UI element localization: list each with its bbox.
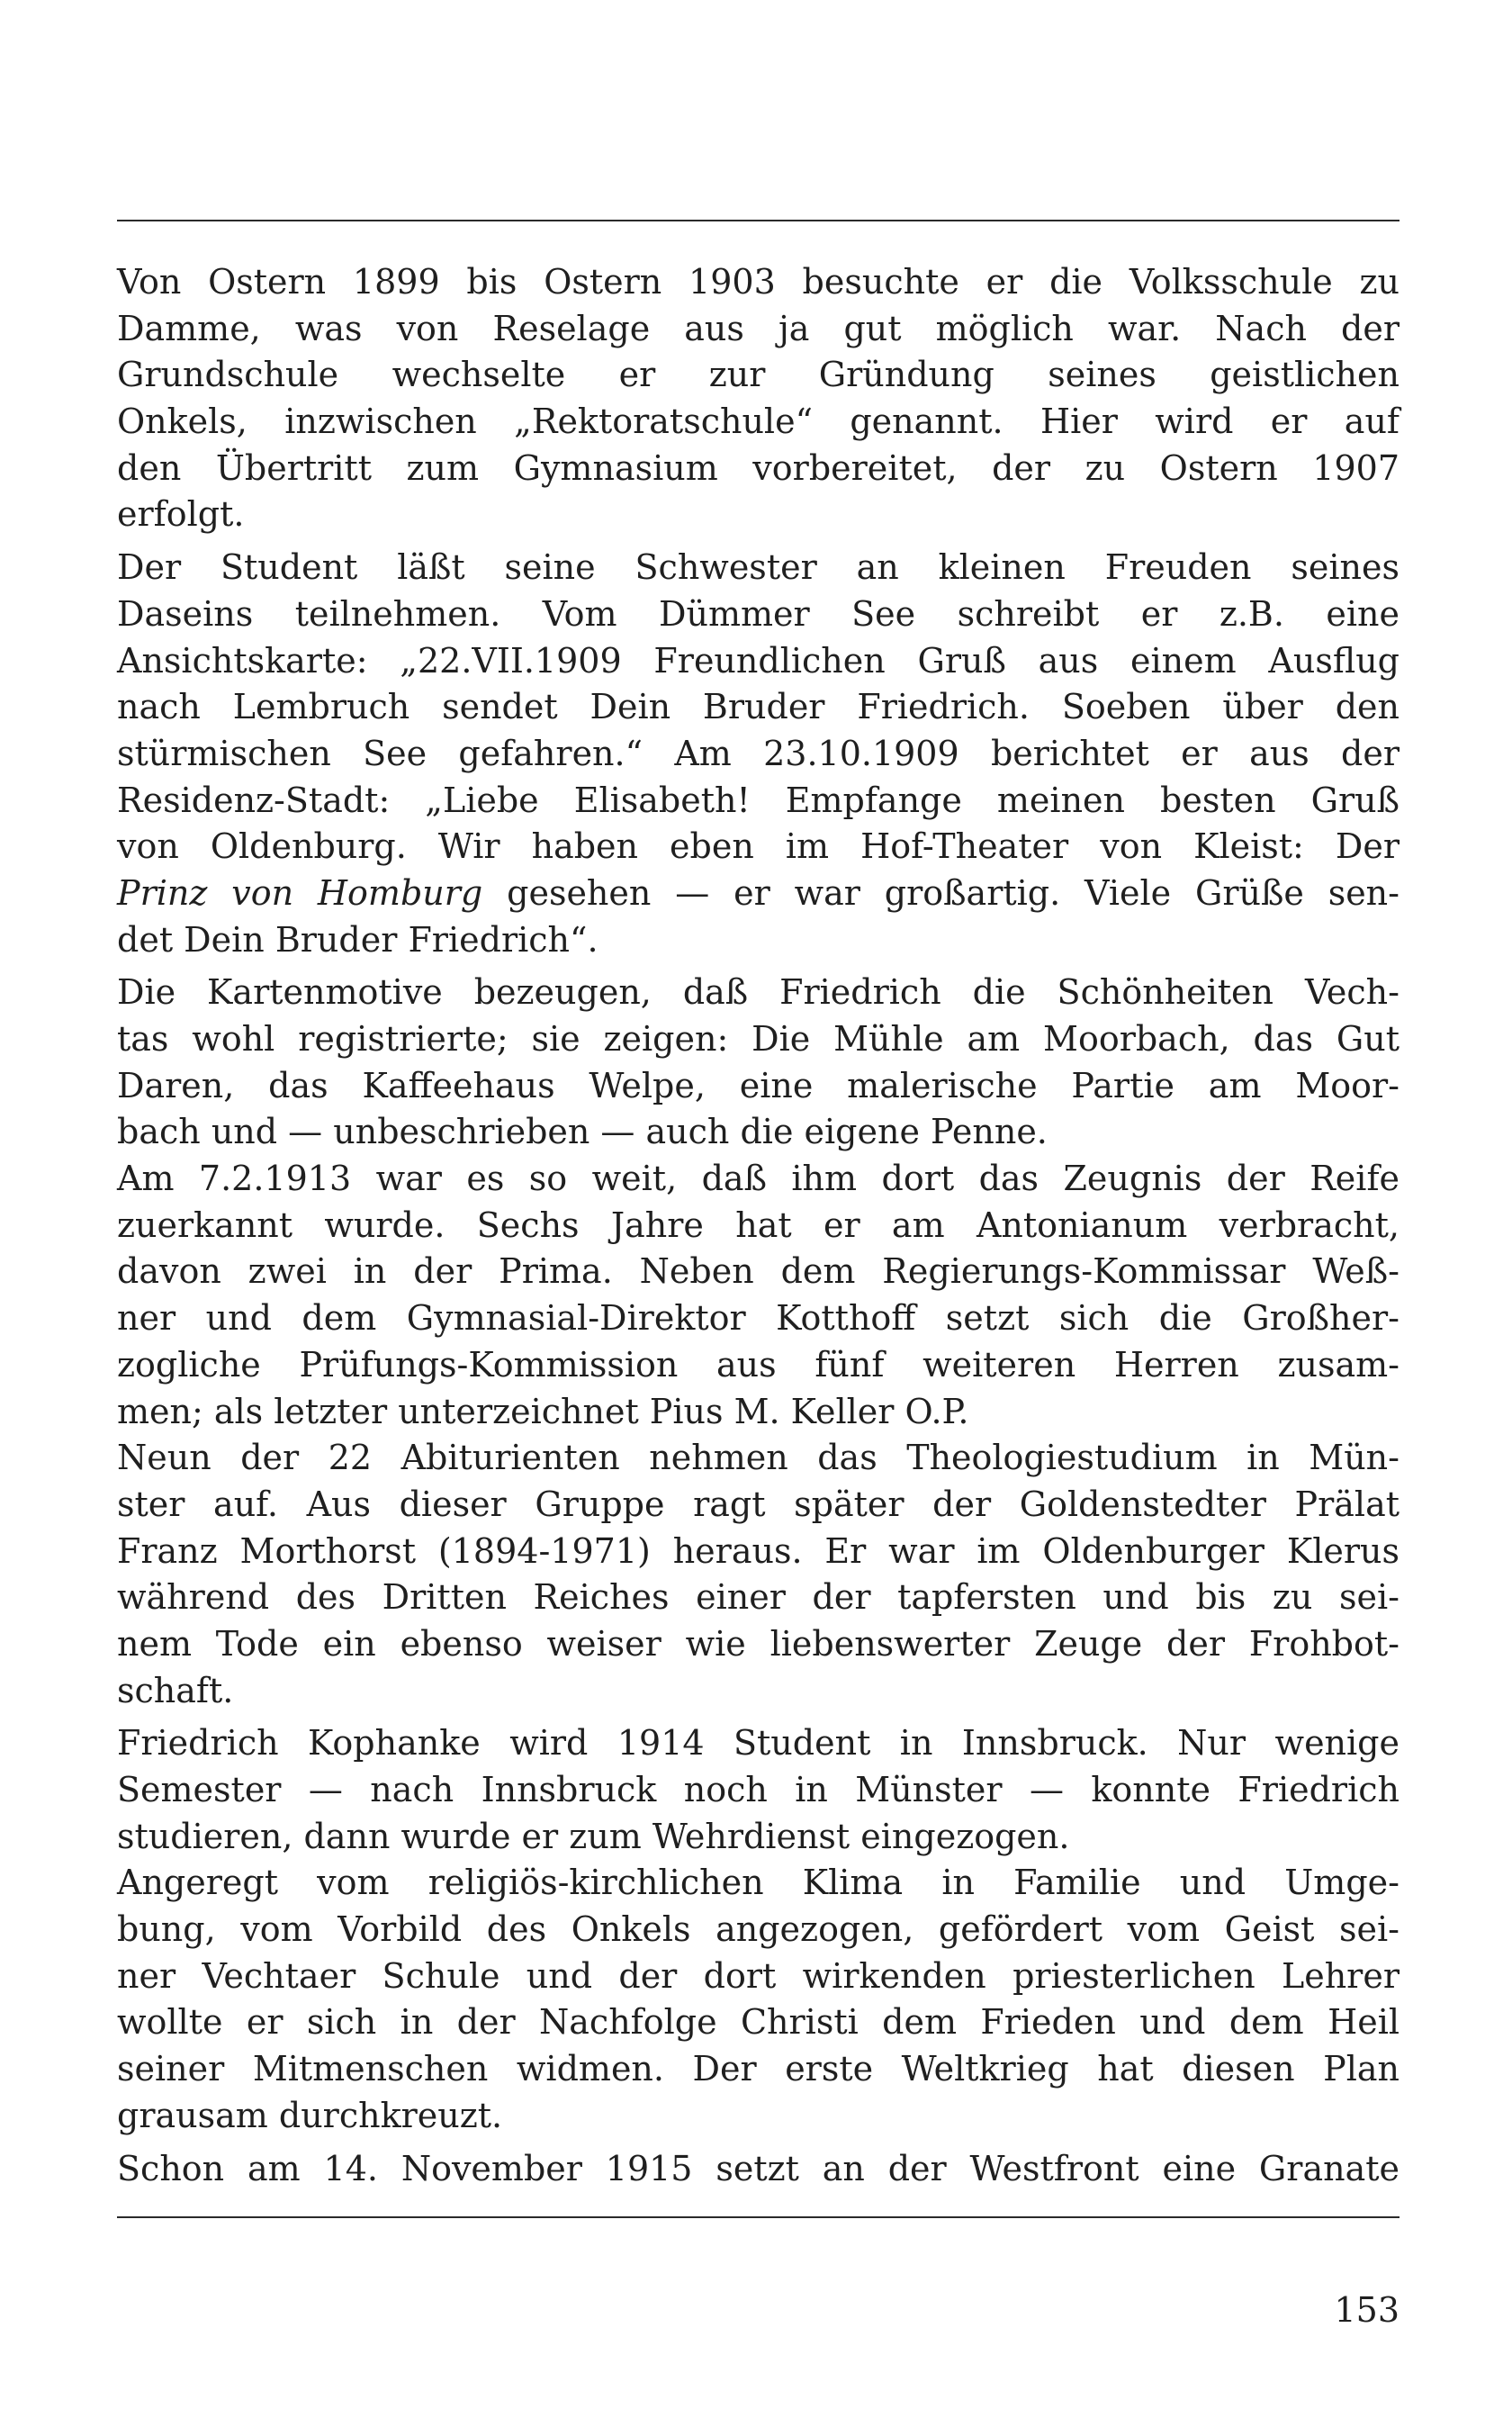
text-line: grausam durchkreuzt. xyxy=(117,2095,503,2135)
text-line: ner Vechtaer Schule und der dort wirkenden priesterlichen Lehrer xyxy=(117,1955,1400,1996)
paragraph-gap xyxy=(117,538,1400,545)
text-line: Residenz-Stadt: „Liebe Elisabeth! Empfange meinen besten Gruß xyxy=(117,780,1400,820)
text-line: zuerkannt wurde. Sechs Jahre hat er am Antonianum verbracht, xyxy=(117,1204,1400,1245)
text-line: Von Ostern 1899 bis Ostern 1903 besuchte er die Volksschule zu xyxy=(117,262,1400,302)
text-line: Neun der 22 Abiturienten nehmen das Theologiestudium in Mün- xyxy=(117,1438,1400,1478)
text-line: Damme, was von Reselage aus ja gut möglich war. Nach der xyxy=(117,308,1400,348)
paragraph-gap xyxy=(117,2140,1400,2146)
text-line: bach und — unbeschrieben — auch die eigene Penne. xyxy=(117,1112,1048,1152)
text-line: stürmischen See gefahren.“ Am 23.10.1909 berichtet er aus der xyxy=(117,733,1400,773)
text-line: ner und dem Gymnasial-Direktor Kotthoff setzt sich die Großher- xyxy=(117,1298,1400,1339)
text-line: ster auf. Aus dieser Gruppe ragt später der Goldenstedter Prälat xyxy=(117,1484,1400,1524)
text-line: während des Dritten Reiches einer der tapfersten und bis zu sei- xyxy=(117,1577,1400,1618)
text-line: Friedrich Kophanke wird 1914 Student in Innsbruck. Nur wenige xyxy=(117,1723,1400,1764)
top-rule xyxy=(117,220,1400,221)
body-text xyxy=(117,259,1400,2192)
paragraph xyxy=(117,259,1400,538)
text-line: davon zwei in der Prima. Neben dem Regierungs-Kommissar Weß- xyxy=(117,1251,1400,1292)
text-line: schaft. xyxy=(117,1670,234,1710)
text-line: seiner Mitmenschen widmen. Der erste Weltkrieg hat diesen Plan xyxy=(117,2049,1400,2089)
paragraph-gap xyxy=(117,1714,1400,1720)
text-line: von Oldenburg. Wir haben eben im Hof-Theater von Kleist: Der xyxy=(117,826,1400,867)
text-line: Der Student läßt seine Schwester an kleinen Freuden seines xyxy=(117,547,1400,588)
text-line: nach Lembruch sendet Dein Bruder Friedrich. Soeben über den xyxy=(117,687,1400,727)
page-number: 153 xyxy=(1334,2290,1400,2330)
text-line: nem Tode ein ebenso weiser wie liebenswerter Zeuge der Frohbot- xyxy=(117,1623,1400,1664)
text-line: Grundschule wechselte er zur Gründung seines geistlichen xyxy=(117,355,1400,395)
paragraph-gap xyxy=(117,963,1400,970)
text-line: Die Kartenmotive bezeugen, daß Friedrich die Schönheiten Vech- xyxy=(117,972,1400,1013)
text-line: Onkels, inzwischen „Rektoratschule“ genannt. Hier wird er auf xyxy=(117,401,1400,442)
text-line: Daren, das Kaffeehaus Welpe, eine malerische Partie am Moor- xyxy=(117,1065,1400,1105)
text-line: studieren, dann wurde er zum Wehrdienst eingezogen. xyxy=(117,1816,1070,1856)
text-line: Angeregt vom religiös-kirchlichen Klima in Familie und Umge- xyxy=(117,1863,1400,1903)
paragraph xyxy=(117,545,1400,963)
italic-title: Prinz von Homburg xyxy=(117,872,483,913)
text-line: Semester — nach Innsbruck noch in Münster — konnte Friedrich xyxy=(117,1770,1400,1809)
text-line: zogliche Prüfungs-Kommission aus fünf weiteren Herren zusam- xyxy=(117,1344,1400,1385)
paragraph xyxy=(117,1720,1400,2139)
text-line: men; als letzter unterzeichnet Pius M. Keller O.P. xyxy=(117,1391,969,1431)
text-line: Ansichtskarte: „22.VII.1909 Freundlichen Gruß aus einem Ausflug xyxy=(117,640,1400,681)
text-line: den Übertritt zum Gymnasium vorbereitet, der zu Ostern 1907 xyxy=(117,447,1400,488)
text-fragment: gesehen — er war großartig. Viele Grüße sen- xyxy=(482,872,1400,913)
bottom-rule xyxy=(117,2216,1400,2218)
text-line: Schon am 14. November 1915 setzt an der Westfront eine Granate xyxy=(117,2148,1400,2188)
text-line: det Dein Bruder Friedrich“. xyxy=(117,919,598,960)
paragraph xyxy=(117,2146,1400,2193)
text-line xyxy=(117,871,1400,917)
text-line: wollte er sich in der Nachfolge Christi dem Frieden und dem Heil xyxy=(117,2002,1400,2043)
text-line: Am 7.2.1913 war es so weit, daß ihm dort das Zeugnis der Reife xyxy=(117,1159,1400,1199)
text-line: Franz Morthorst (1894-1971) heraus. Er war im Oldenburger Klerus xyxy=(117,1530,1400,1571)
text-line: bung, vom Vorbild des Onkels angezogen, gefördert vom Geist sei- xyxy=(117,1909,1400,1950)
text-line: erfolgt. xyxy=(117,494,245,535)
text-line: Daseins teilnehmen. Vom Dümmer See schreibt er z.B. eine xyxy=(117,593,1400,634)
paragraph xyxy=(117,970,1400,1714)
text-line: tas wohl registrierte; sie zeigen: Die Mühle am Moorbach, das Gut xyxy=(117,1019,1400,1059)
